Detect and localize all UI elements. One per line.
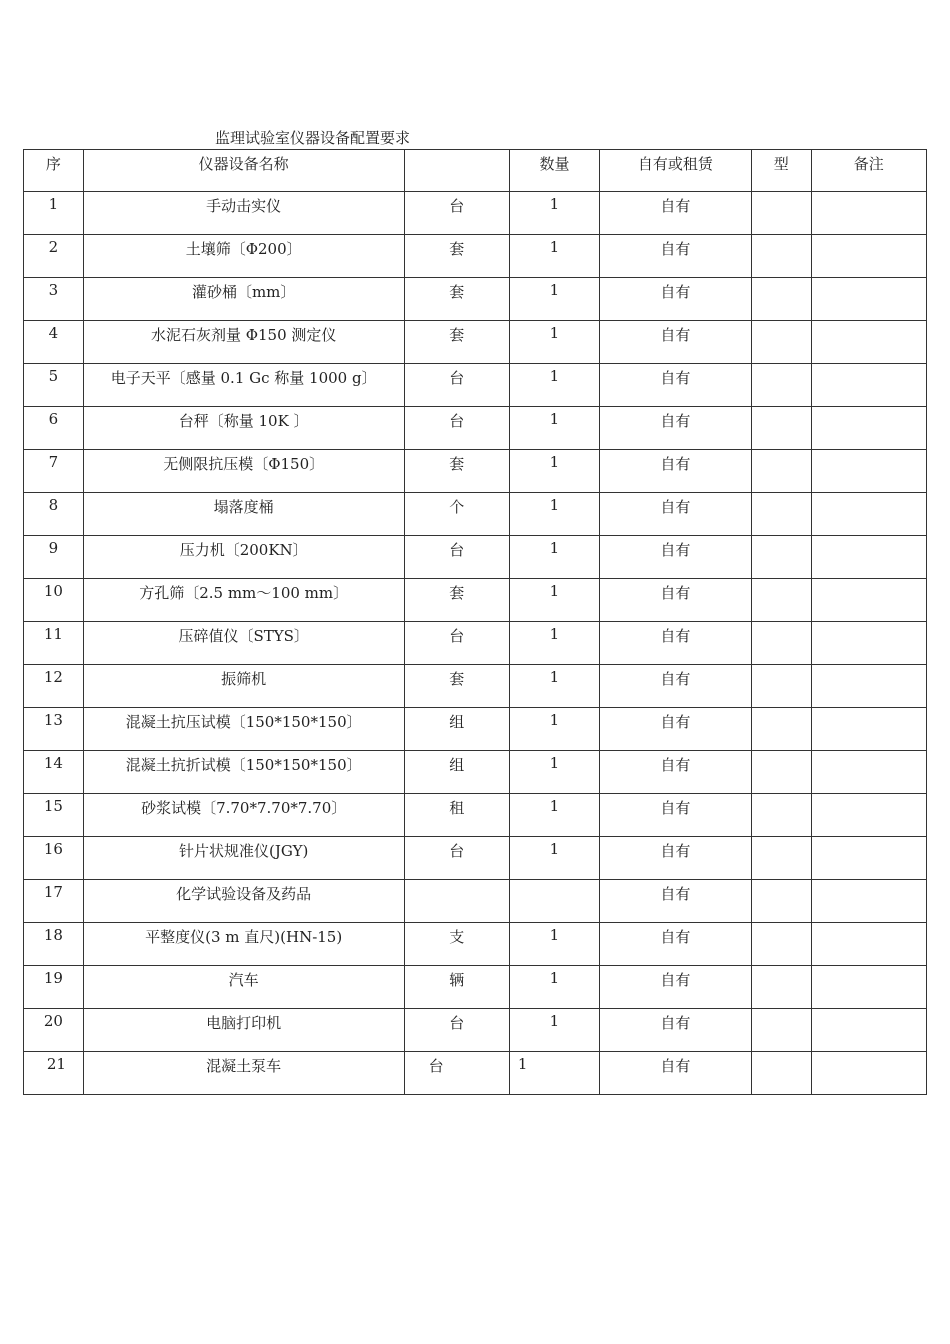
- cell-remark: [811, 923, 926, 966]
- cell-unit: 台: [404, 1009, 509, 1052]
- cell-remark: [811, 837, 926, 880]
- cell-unit: 套: [404, 321, 509, 364]
- cell-unit: 套: [404, 235, 509, 278]
- cell-qty: 1: [509, 1052, 599, 1095]
- cell-name: 砂浆试模〔7.70*7.70*7.70〕: [83, 794, 404, 837]
- cell-model: [751, 493, 811, 536]
- cell-ownership: 自有: [600, 278, 752, 321]
- cell-ownership: 自有: [600, 751, 752, 794]
- cell-ownership: 自有: [600, 407, 752, 450]
- cell-remark: [811, 665, 926, 708]
- cell-unit: 支: [404, 923, 509, 966]
- cell-remark: [811, 1009, 926, 1052]
- cell-no: 1: [24, 192, 84, 235]
- cell-unit: 台: [404, 536, 509, 579]
- cell-name: 水泥石灰剂量 Φ150 测定仪: [83, 321, 404, 364]
- cell-no: 20: [24, 1009, 84, 1052]
- cell-name: 混凝土泵车: [83, 1052, 404, 1095]
- cell-remark: [811, 321, 926, 364]
- cell-model: [751, 192, 811, 235]
- cell-name: 电子天平〔感量 0.1 Gc 称量 1000 g〕: [83, 364, 404, 407]
- header-model: 型: [751, 150, 811, 192]
- cell-unit: 个: [404, 493, 509, 536]
- table-row: [24, 1009, 927, 1052]
- cell-model: [751, 794, 811, 837]
- cell-qty: 1: [509, 665, 599, 708]
- cell-name: 压力机〔200KN〕: [83, 536, 404, 579]
- cell-model: [751, 665, 811, 708]
- cell-model: [751, 278, 811, 321]
- cell-unit: 组: [404, 708, 509, 751]
- cell-ownership: 自有: [600, 579, 752, 622]
- cell-qty: 1: [509, 493, 599, 536]
- header-ownership: 自有或租赁: [600, 150, 752, 192]
- cell-unit: 辆: [404, 966, 509, 1009]
- cell-ownership: 自有: [600, 364, 752, 407]
- cell-model: [751, 880, 811, 923]
- cell-no: 9: [24, 536, 84, 579]
- cell-model: [751, 708, 811, 751]
- table-row: [24, 880, 927, 923]
- cell-qty: 1: [509, 1009, 599, 1052]
- header-qty: 数量: [509, 150, 599, 192]
- cell-name: 压碎值仪〔STYS〕: [83, 622, 404, 665]
- cell-ownership: 自有: [600, 1009, 752, 1052]
- table-row: [24, 493, 927, 536]
- cell-no: 5: [24, 364, 84, 407]
- cell-unit: 台: [404, 364, 509, 407]
- cell-name: 灌砂桶〔mm〕: [83, 278, 404, 321]
- cell-no: 15: [24, 794, 84, 837]
- cell-model: [751, 407, 811, 450]
- cell-remark: [811, 192, 926, 235]
- table-header-row: [24, 150, 927, 192]
- cell-no: 16: [24, 837, 84, 880]
- cell-unit: 套: [404, 450, 509, 493]
- cell-unit: 套: [404, 278, 509, 321]
- table-row: [24, 364, 927, 407]
- cell-remark: [811, 493, 926, 536]
- table-row: [24, 966, 927, 1009]
- table-row: [24, 751, 927, 794]
- cell-unit: [404, 880, 509, 923]
- table-row: [24, 407, 927, 450]
- cell-qty: 1: [509, 235, 599, 278]
- cell-qty: 1: [509, 278, 599, 321]
- table-row: [24, 235, 927, 278]
- cell-no: 3: [24, 278, 84, 321]
- cell-name: 台秤〔称量 10K 〕: [83, 407, 404, 450]
- cell-unit: 套: [404, 579, 509, 622]
- cell-remark: [811, 536, 926, 579]
- cell-remark: [811, 407, 926, 450]
- cell-no: 4: [24, 321, 84, 364]
- cell-no: 11: [24, 622, 84, 665]
- header-remark: 备注: [811, 150, 926, 192]
- cell-name: 方孔筛〔2.5 mm～100 mm〕: [83, 579, 404, 622]
- cell-qty: [509, 880, 599, 923]
- table-row: [24, 1052, 927, 1095]
- table-row: [24, 536, 927, 579]
- cell-model: [751, 1052, 811, 1095]
- table-row: [24, 579, 927, 622]
- table-row: [24, 837, 927, 880]
- header-no: 序: [24, 150, 84, 192]
- cell-name: 塌落度桶: [83, 493, 404, 536]
- cell-unit: 台: [404, 1052, 509, 1095]
- document-title: 监理试验室仪器设备配置要求: [215, 129, 411, 147]
- cell-ownership: 自有: [600, 837, 752, 880]
- cell-no: 18: [24, 923, 84, 966]
- cell-remark: [811, 708, 926, 751]
- cell-qty: 1: [509, 192, 599, 235]
- cell-name: 混凝土抗压试模〔150*150*150〕: [83, 708, 404, 751]
- cell-qty: 1: [509, 622, 599, 665]
- cell-ownership: 自有: [600, 450, 752, 493]
- cell-remark: [811, 622, 926, 665]
- cell-name: 化学试验设备及药品: [83, 880, 404, 923]
- table-row: [24, 278, 927, 321]
- cell-ownership: 自有: [600, 321, 752, 364]
- cell-unit: 台: [404, 622, 509, 665]
- cell-remark: [811, 579, 926, 622]
- cell-model: [751, 966, 811, 1009]
- cell-no: 6: [24, 407, 84, 450]
- cell-qty: 1: [509, 837, 599, 880]
- cell-unit: 租: [404, 794, 509, 837]
- cell-name: 电脑打印机: [83, 1009, 404, 1052]
- table-row: [24, 708, 927, 751]
- cell-no: 8: [24, 493, 84, 536]
- cell-qty: 1: [509, 751, 599, 794]
- cell-name: 土壤筛〔Φ200〕: [83, 235, 404, 278]
- cell-no: 21: [24, 1052, 84, 1095]
- cell-model: [751, 235, 811, 278]
- table-row: [24, 665, 927, 708]
- cell-no: 13: [24, 708, 84, 751]
- table-row: [24, 794, 927, 837]
- cell-remark: [811, 880, 926, 923]
- cell-unit: 套: [404, 665, 509, 708]
- cell-ownership: 自有: [600, 536, 752, 579]
- cell-ownership: 自有: [600, 622, 752, 665]
- cell-name: 混凝土抗折试模〔150*150*150〕: [83, 751, 404, 794]
- cell-no: 19: [24, 966, 84, 1009]
- table-body: [24, 192, 927, 1095]
- cell-qty: 1: [509, 579, 599, 622]
- cell-remark: [811, 450, 926, 493]
- cell-name: 手动击实仪: [83, 192, 404, 235]
- cell-name: 无侧限抗压模〔Φ150〕: [83, 450, 404, 493]
- cell-ownership: 自有: [600, 923, 752, 966]
- cell-no: 17: [24, 880, 84, 923]
- cell-ownership: 自有: [600, 493, 752, 536]
- cell-no: 10: [24, 579, 84, 622]
- cell-model: [751, 364, 811, 407]
- equipment-table: [23, 149, 927, 1095]
- cell-remark: [811, 751, 926, 794]
- cell-qty: 1: [509, 794, 599, 837]
- table-row: [24, 450, 927, 493]
- cell-remark: [811, 966, 926, 1009]
- header-unit: [404, 150, 509, 192]
- cell-name: 振筛机: [83, 665, 404, 708]
- cell-unit: 台: [404, 192, 509, 235]
- cell-ownership: 自有: [600, 235, 752, 278]
- cell-model: [751, 450, 811, 493]
- table-row: [24, 192, 927, 235]
- cell-name: 平整度仪(3 m 直尺)(HN-15): [83, 923, 404, 966]
- cell-model: [751, 1009, 811, 1052]
- cell-qty: 1: [509, 364, 599, 407]
- cell-ownership: 自有: [600, 794, 752, 837]
- table-row: [24, 321, 927, 364]
- cell-qty: 1: [509, 450, 599, 493]
- cell-qty: 1: [509, 708, 599, 751]
- table-row: [24, 622, 927, 665]
- cell-qty: 1: [509, 923, 599, 966]
- cell-model: [751, 622, 811, 665]
- cell-name: 汽车: [83, 966, 404, 1009]
- cell-qty: 1: [509, 407, 599, 450]
- cell-qty: 1: [509, 321, 599, 364]
- cell-name: 针片状规准仪(JGY): [83, 837, 404, 880]
- cell-remark: [811, 794, 926, 837]
- cell-remark: [811, 235, 926, 278]
- cell-remark: [811, 364, 926, 407]
- cell-unit: 台: [404, 407, 509, 450]
- cell-no: 2: [24, 235, 84, 278]
- cell-ownership: 自有: [600, 708, 752, 751]
- cell-qty: 1: [509, 536, 599, 579]
- cell-model: [751, 837, 811, 880]
- table-row: [24, 923, 927, 966]
- cell-remark: [811, 1052, 926, 1095]
- cell-model: [751, 923, 811, 966]
- cell-ownership: 自有: [600, 192, 752, 235]
- cell-ownership: 自有: [600, 966, 752, 1009]
- header-name: 仪器设备名称: [83, 150, 404, 192]
- cell-model: [751, 751, 811, 794]
- cell-remark: [811, 278, 926, 321]
- cell-ownership: 自有: [600, 1052, 752, 1095]
- cell-ownership: 自有: [600, 665, 752, 708]
- cell-model: [751, 321, 811, 364]
- cell-unit: 台: [404, 837, 509, 880]
- cell-unit: 组: [404, 751, 509, 794]
- cell-qty: 1: [509, 966, 599, 1009]
- cell-model: [751, 579, 811, 622]
- cell-no: 7: [24, 450, 84, 493]
- cell-model: [751, 536, 811, 579]
- cell-no: 12: [24, 665, 84, 708]
- cell-ownership: 自有: [600, 880, 752, 923]
- cell-no: 14: [24, 751, 84, 794]
